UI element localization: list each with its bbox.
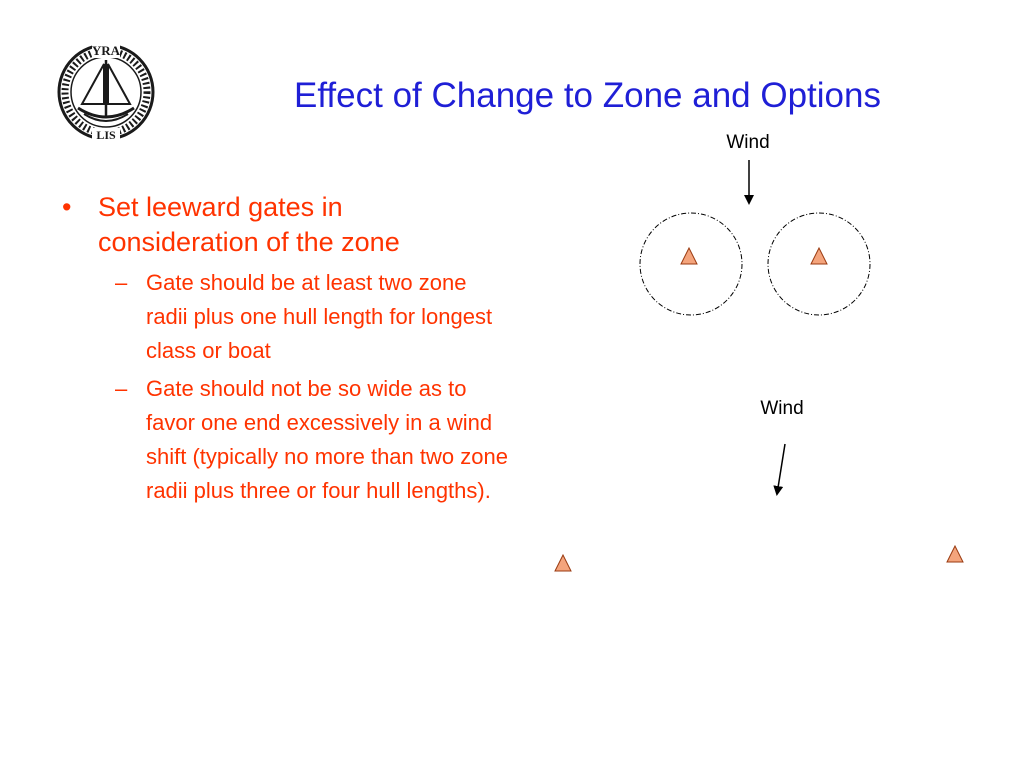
sub-bullet-text: Gate should not be so wide as to favor one end excessively in a wind shift (typically no more than two zone radii plus three or four hull lengths). [146,376,508,503]
mark-triangle-lower-right [947,546,963,562]
sub-bullet-marker: – [115,270,128,295]
wind-label-lower: Wind [760,398,804,419]
bullet-marker: • [62,192,72,222]
mark-triangle-upper-left [681,248,697,264]
wind-label-upper: Wind [726,132,770,153]
sub-bullet-marker: – [115,376,128,401]
slide-title: Effect of Change to Zone and Options [294,76,881,115]
svg-text:LIS: LIS [96,128,116,142]
wind-arrow-lower [777,444,785,494]
mark-triangle-upper-right [811,248,827,264]
main-bullet-text: Set leeward gates in consideration of the zone [98,192,400,257]
svg-text:YRA: YRA [91,43,121,58]
sub-bullet-text: Gate should be at least two zone radii plus one hull length for longest class or boat [146,270,493,363]
mark-triangle-lower-left [555,555,571,571]
